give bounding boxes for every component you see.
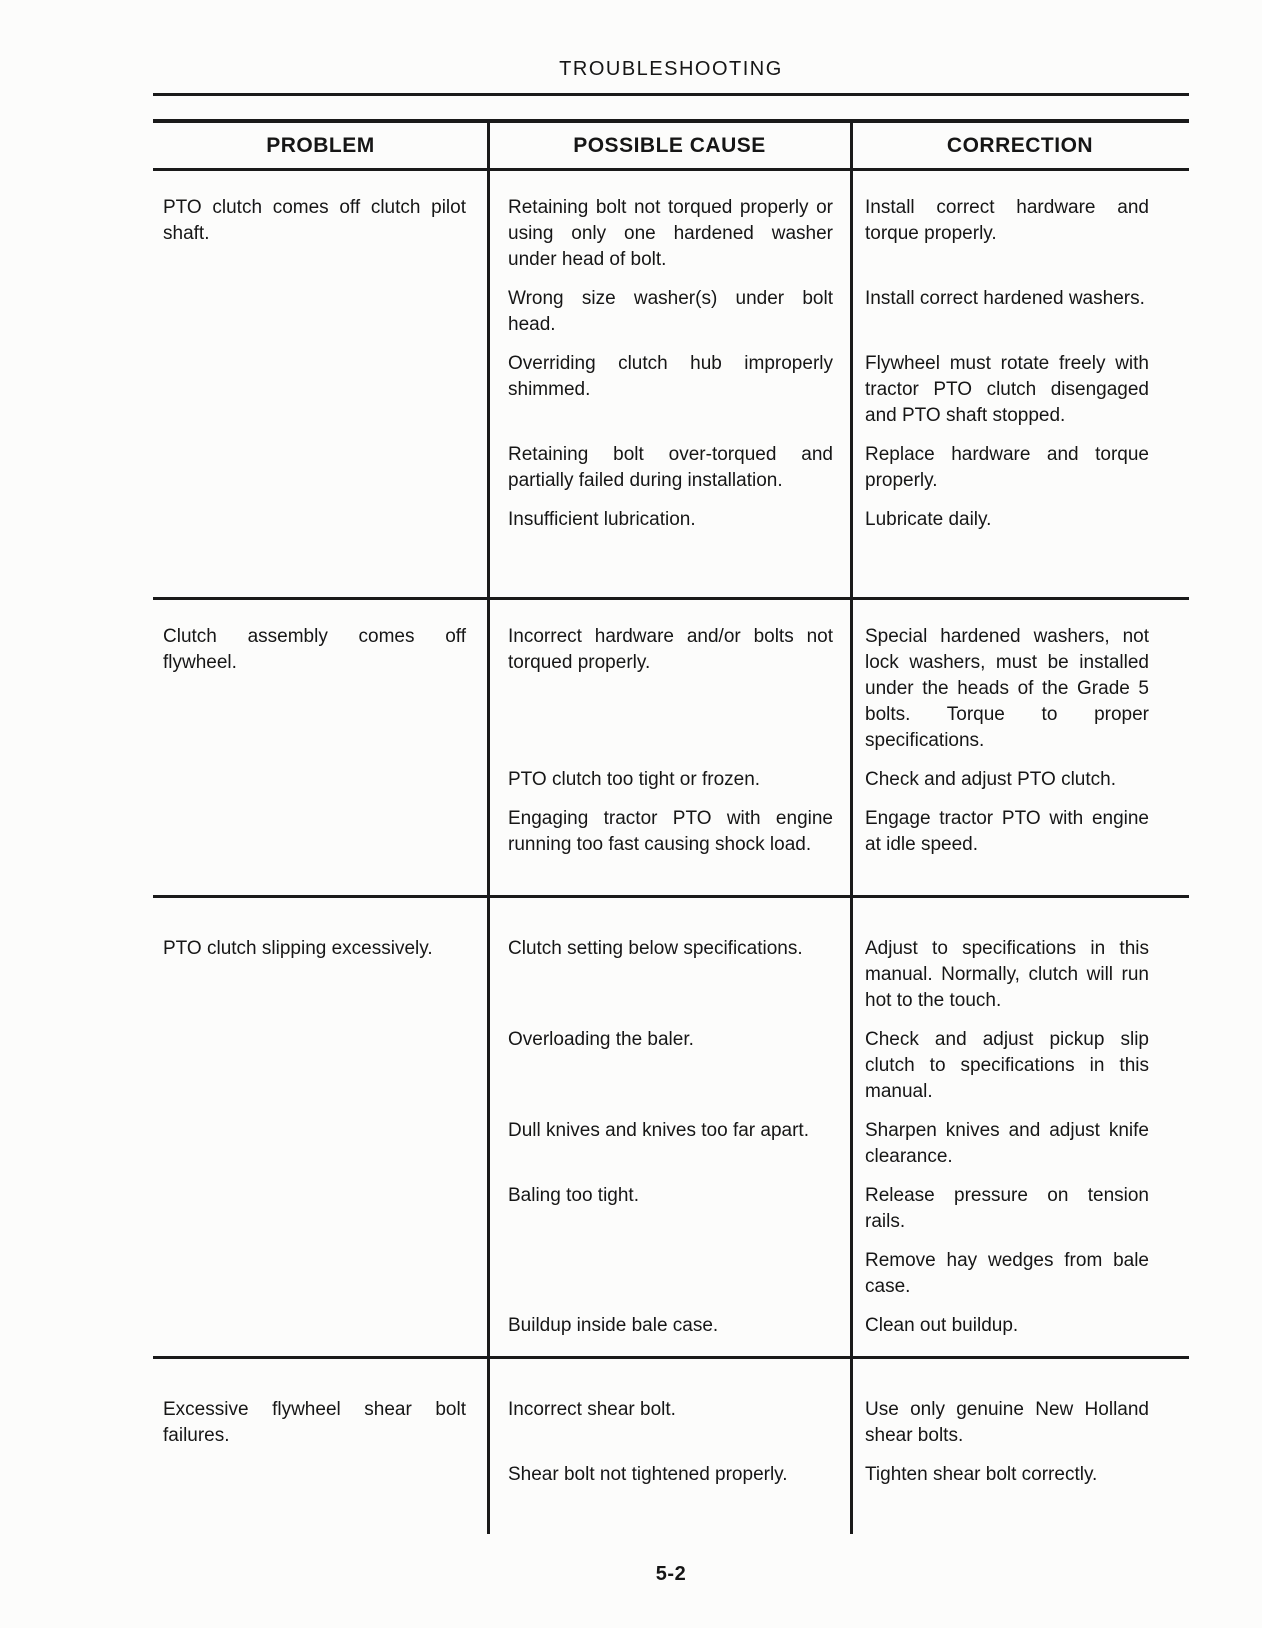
correction-cell: [851, 286, 1189, 338]
column-divider: [850, 123, 853, 1534]
cause-cell: [488, 624, 851, 754]
cause-cell: [488, 1183, 851, 1300]
correction-text: Install correct hardened washers.: [865, 288, 1145, 309]
cause-cell: [488, 351, 851, 429]
cause-text: Dull knives and knives too far apart.: [508, 1120, 809, 1141]
cause-text: Retaining bolt not torqued properly or using only one hardened washer under head of bolt.: [508, 197, 833, 270]
page-title: TROUBLESHOOTING: [559, 58, 783, 80]
cause-cell: [488, 1027, 851, 1105]
cause-text: Insufficient lubrication.: [508, 509, 696, 530]
cause-cell: [488, 806, 851, 858]
table-header-row: [153, 123, 1189, 171]
column-header-problem: PROBLEM: [266, 133, 375, 157]
correction-cell: [851, 806, 1189, 858]
correction-text: Check and adjust PTO clutch.: [865, 769, 1116, 790]
page-number: 5-2: [655, 1563, 687, 1585]
table-row: [153, 171, 1189, 597]
correction-text: Check and adjust pickup slip clutch to specifications in this manual.: [865, 1029, 1149, 1102]
page-content: [153, 58, 1189, 1586]
table-row: [153, 597, 1189, 895]
correction-cell: [851, 624, 1189, 754]
correction-text: Use only genuine New Holland shear bolts.: [865, 1399, 1149, 1446]
cause-cell: [488, 195, 851, 273]
column-divider: [487, 123, 490, 1534]
correction-cell: [851, 1397, 1189, 1449]
cause-text: Overloading the baler.: [508, 1029, 694, 1050]
cause-text: Clutch setting below specifications.: [508, 938, 803, 959]
correction-cell: [851, 1313, 1189, 1339]
cause-cell: [488, 1313, 851, 1339]
correction-cell: [851, 1183, 1189, 1300]
correction-text: Tighten shear bolt correctly.: [865, 1464, 1098, 1485]
column-header-correction: CORRECTION: [946, 133, 1094, 157]
correction-text: Remove hay wedges from bale case.: [865, 1250, 1149, 1297]
correction-cell: [851, 1118, 1189, 1170]
problem-cell: [153, 936, 488, 1352]
correction-text: Clean out buildup.: [865, 1315, 1019, 1336]
problem-text: Excessive flywheel shear bolt failures.: [163, 1399, 466, 1446]
correction-text: Replace hardware and torque properly.: [865, 444, 1149, 491]
correction-cell: [851, 1462, 1189, 1488]
cause-cell: [488, 1462, 851, 1488]
cause-cell: [488, 442, 851, 494]
problem-cell: [153, 1397, 488, 1501]
cause-text: Baling too tight.: [508, 1185, 639, 1206]
cause-text: Overriding clutch hub improperly shimmed.: [508, 353, 833, 400]
cause-cell: [488, 767, 851, 793]
correction-cell: [851, 351, 1189, 429]
cause-text: Incorrect shear bolt.: [508, 1399, 676, 1420]
cause-text: Buildup inside bale case.: [508, 1315, 719, 1336]
correction-cell: [851, 507, 1189, 533]
correction-text: Sharpen knives and adjust knife clearance.: [865, 1120, 1149, 1167]
correction-text: Lubricate daily.: [865, 509, 992, 530]
correction-cell: [851, 936, 1189, 1014]
table-row: [153, 1356, 1189, 1548]
correction-cell: [851, 767, 1189, 793]
correction-cell: [851, 195, 1189, 273]
table-row: [153, 895, 1189, 1356]
problem-text: Clutch assembly comes off flywheel.: [163, 626, 466, 673]
correction-text: Install correct hardware and torque properly.: [865, 197, 1149, 244]
cause-text: Shear bolt not tightened properly.: [508, 1464, 788, 1485]
cause-cell: [488, 507, 851, 533]
correction-cell: [851, 1027, 1189, 1105]
cause-cell: [488, 1397, 851, 1449]
cause-cell: [488, 936, 851, 1014]
cause-text: Incorrect hardware and/or bolts not torqued properly.: [508, 626, 833, 673]
correction-text: Special hardened washers, not lock washers, must be installed under the heads of the Grade 5 bolts. Torque to proper specifications.: [865, 626, 1149, 751]
correction-text: Flywheel must rotate freely with tractor PTO clutch disengaged and PTO shaft stopped.: [865, 353, 1149, 426]
cause-text: PTO clutch too tight or frozen.: [508, 769, 761, 790]
correction-text: Release pressure on tension rails.: [865, 1185, 1149, 1232]
cause-cell: [488, 286, 851, 338]
troubleshooting-table: [153, 119, 1189, 1548]
problem-cell: [153, 195, 488, 546]
problem-text: PTO clutch slipping excessively.: [163, 938, 433, 959]
cause-text: Engaging tractor PTO with engine running too fast causing shock load.: [508, 808, 833, 855]
cause-text: Retaining bolt over-torqued and partially failed during installation.: [508, 444, 833, 491]
column-header-possible-cause: POSSIBLE CAUSE: [573, 133, 766, 157]
problem-text: PTO clutch comes off clutch pilot shaft.: [163, 197, 466, 244]
table-body: [153, 171, 1189, 1548]
title-rule: [153, 93, 1189, 96]
correction-text: Engage tractor PTO with engine at idle speed.: [865, 808, 1149, 855]
correction-cell: [851, 442, 1189, 494]
correction-text: Adjust to specifications in this manual. Normally, clutch will run hot to the touch.: [865, 938, 1149, 1011]
problem-cell: [153, 624, 488, 871]
cause-text: Wrong size washer(s) under bolt head.: [508, 288, 833, 335]
cause-cell: [488, 1118, 851, 1170]
